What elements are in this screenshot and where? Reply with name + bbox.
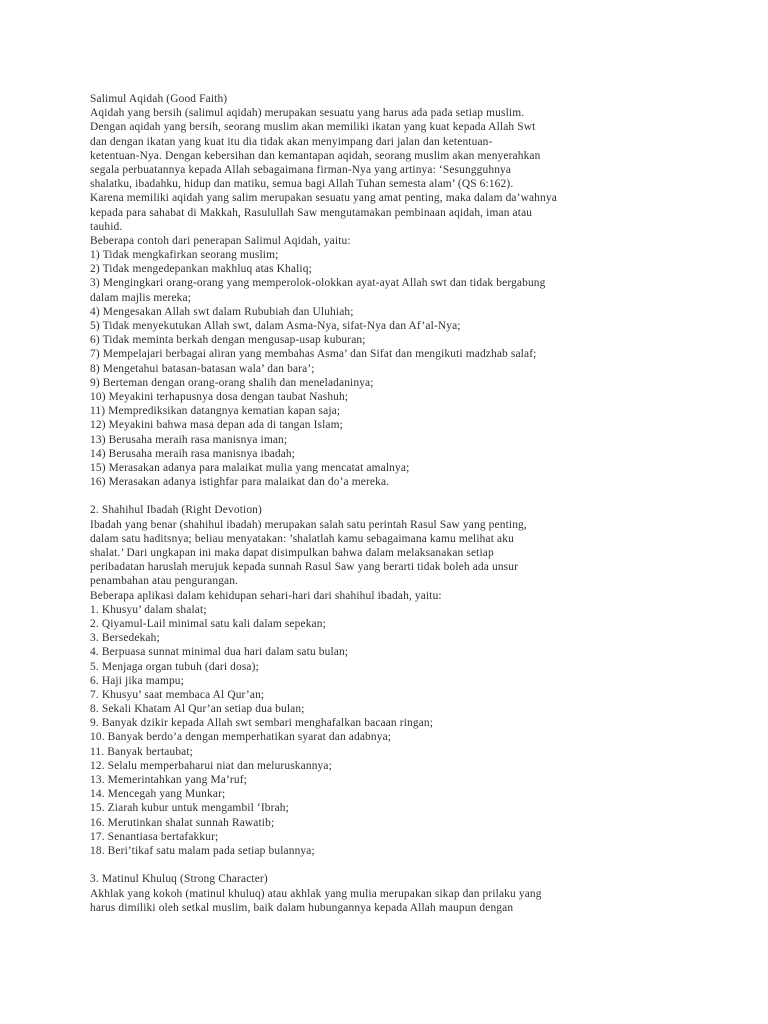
list-item: 16. Merutinkan shalat sunnah Rawatib; xyxy=(90,816,275,829)
list-item: 11. Banyak bertaubat; xyxy=(90,745,193,758)
text-line: kepada para sahabat di Makkah, Rasulullah Saw mengutamakan pembinaan aqidah, iman atau xyxy=(90,206,533,219)
list-item: 4) Mengesakan Allah swt dalam Rububiah dan Uluhiah; xyxy=(90,305,354,318)
list-item: 12. Selalu memperbaharui niat dan meluruskannya; xyxy=(90,759,332,772)
text-line: Akhlak yang kokoh (matinul khuluq) atau akhlak yang mulia merupakan sikap dan prilaku yang xyxy=(90,887,542,900)
section-2-list-intro: Beberapa aplikasi dalam kehidupan sehari-hari dari shahihul ibadah, yaitu: xyxy=(90,589,442,602)
list-item: 9. Banyak dzikir kepada Allah swt sembari menghafalkan bacaan ringan; xyxy=(90,717,434,730)
section-2-heading: 2. Shahihul Ibadah (Right Devotion) xyxy=(90,504,262,517)
document-page xyxy=(90,92,730,915)
section-1-heading: Salimul Aqidah (Good Faith) xyxy=(90,93,228,105)
section-spacer xyxy=(90,489,730,503)
list-item: 15) Merasakan adanya para malaikat mulia yang mencatat amalnya; xyxy=(90,461,410,474)
list-item: 13. Memerintahkan yang Ma’ruf; xyxy=(90,774,247,786)
section-3-paragraph xyxy=(90,887,730,915)
list-item: 14. Mencegah yang Munkar; xyxy=(90,788,226,801)
list-item: 17. Senantiasa bertafakkur; xyxy=(90,830,219,843)
list-item: 1. Khusyu’ dalam shalat; xyxy=(90,603,207,616)
text-line: Karena memiliki aqidah yang salim merupakan sesuatu yang amat penting, maka dalam da’wahnya xyxy=(90,192,557,205)
list-item: 6. Haji jika mampu; xyxy=(90,674,184,687)
section-2-list xyxy=(90,603,730,858)
list-item: 10. Banyak berdo’a dengan memperhatikan syarat dan adabnya; xyxy=(90,731,392,744)
section-spacer xyxy=(90,858,730,872)
text-line: Aqidah yang bersih (salimul aqidah) merupakan sesuatu yang harus ada pada setiap muslim. xyxy=(90,107,525,120)
text-line: ketentuan-Nya. Dengan kebersihan dan kemantapan aqidah, seorang muslim akan menyerahkan xyxy=(90,149,541,162)
text-line: dan dengan ikatan yang kuat itu dia tidak akan menyimpang dari jalan dan ketentuan- xyxy=(90,135,493,148)
text-line: tauhid. xyxy=(90,220,123,233)
text-line: shalatku, ibadahku, hidup dan matiku, semua bagi Allah Tuhan semesta alam’ (QS 6:162). xyxy=(90,178,514,191)
list-item: 1) Tidak mengkafirkan seorang muslim; xyxy=(90,249,279,262)
section-1-paragraph xyxy=(90,106,730,234)
list-item: 8. Sekali Khatam Al Qur’an setiap dua bulan; xyxy=(90,703,305,716)
text-line: harus dimiliki oleh setkal muslim, baik dalam hubungannya kepada Allah maupun dengan xyxy=(90,901,514,914)
list-item: 3) Mengingkari orang-orang yang memperolok-olokkan ayat-ayat Allah swt dan tidak bergabung xyxy=(90,277,546,290)
text-line: penambahan atau pengurangan. xyxy=(90,575,239,588)
text-line: Ibadah yang benar (shahihul ibadah) merupakan salah satu perintah Rasul Saw yang penting, xyxy=(90,518,527,531)
list-item: 4. Berpuasa sunnat minimal dua hari dalam satu bulan; xyxy=(90,646,349,659)
section-1-list xyxy=(90,248,730,489)
text-line: peribadatan haruslah merujuk kepada sunnah Rasul Saw yang berarti tidak boleh ada unsur xyxy=(90,561,519,574)
list-item: 6) Tidak meminta berkah dengan mengusap-usap kuburan; xyxy=(90,334,366,347)
list-item: 3. Bersedekah; xyxy=(90,632,160,645)
list-item: 14) Berusaha meraih rasa manisnya ibadah; xyxy=(90,447,296,460)
list-item: dalam majlis mereka; xyxy=(90,291,192,304)
list-item: 2. Qiyamul-Lail minimal satu kali dalam sepekan; xyxy=(90,617,326,630)
text-line: Dengan aqidah yang bersih, seorang muslim akan memiliki ikatan yang kuat kepada Allah Swt xyxy=(90,121,536,134)
list-item: 11) Memprediksikan datangnya kematian kapan saja; xyxy=(90,405,341,418)
text-line: shalat.’ Dari ungkapan ini maka dapat disimpulkan bahwa dalam melaksanakan setiap xyxy=(90,547,494,559)
list-item: 9) Berteman dengan orang-orang shalih dan meneladaninya; xyxy=(90,376,374,389)
list-item: 12) Meyakini bahwa masa depan ada di tangan Islam; xyxy=(90,419,343,432)
list-item: 2) Tidak mengedepankan makhluq atas Khaliq; xyxy=(90,263,312,276)
list-item: 5) Tidak menyekutukan Allah swt, dalam Asma-Nya, sifat-Nya dan Af’al-Nya; xyxy=(90,320,461,332)
list-item: 13) Berusaha meraih rasa manisnya iman; xyxy=(90,433,288,446)
text-line: segala perbuatannya kepada Allah sebagaimana firman-Nya yang artinya: ‘Sesungguhnya xyxy=(90,163,512,176)
list-item: 7. Khusyu’ saat membaca Al Qur’an; xyxy=(90,688,265,701)
text-line: dalam satu haditsnya; beliau menyatakan: ’shalatlah kamu sebagaimana kamu melihat aku xyxy=(90,532,514,545)
list-item: 8) Mengetahui batasan-batasan wala’ dan bara’; xyxy=(90,362,315,375)
list-item: 7) Mempelajari berbagai aliran yang membahas Asma’ dan Sifat dan mengikuti madzhab salaf; xyxy=(90,348,537,361)
list-item: 10) Meyakini terhapusnya dosa dengan taubat Nashuh; xyxy=(90,390,349,403)
list-item: 16) Merasakan adanya istighfar para malaikat dan do’a mereka. xyxy=(90,476,390,489)
list-item: 5. Menjaga organ tubuh (dari dosa); xyxy=(90,660,259,673)
section-2-paragraph xyxy=(90,518,730,589)
section-3-heading: 3. Matinul Khuluq (Strong Character) xyxy=(90,873,268,886)
list-item: 15. Ziarah kubur untuk mengambil ‘Ibrah; xyxy=(90,802,289,815)
list-item: 18. Beri’tikaf satu malam pada setiap bulannya; xyxy=(90,844,315,857)
section-1-list-intro: Beberapa contoh dari penerapan Salimul Aqidah, yaitu: xyxy=(90,234,351,247)
